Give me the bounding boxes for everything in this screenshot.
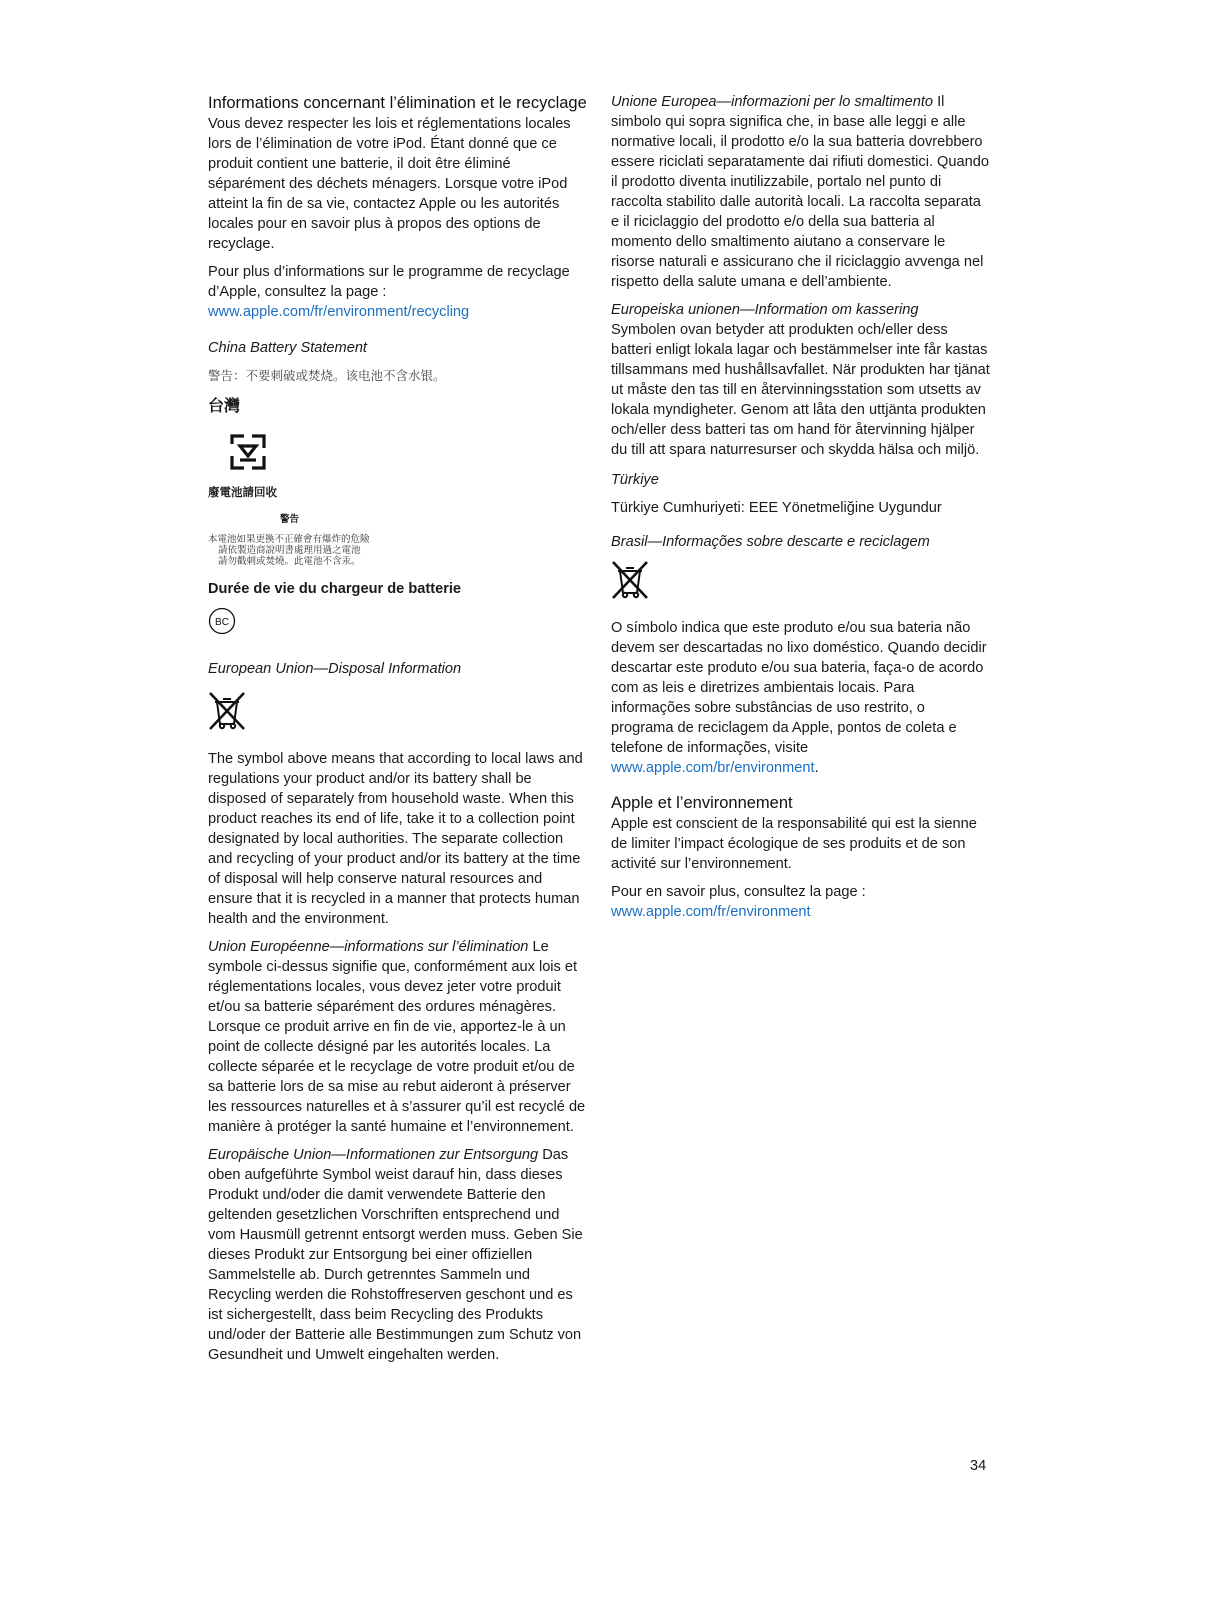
right-column [611, 92, 991, 930]
china-battery-title: China Battery Statement [208, 340, 367, 356]
left-column [208, 92, 588, 1373]
eu-disposal-text: The symbol above means that according to local laws and regulations your product and/or its battery shall be disposed of separately from household waste. When this product reaches its end of life, take it to a collection point designated by local authorities. The separate collection and recycling of your product and/or its battery at the time of disposal will help conserve natural resources and ensure that it is recycled in a manner that protects human health and the environment. [208, 751, 583, 927]
environment-more-text: Pour en savoir plus, consultez la page : [611, 884, 866, 900]
br-text: O símbolo indica que este produto e/ou sua bateria não devem ser descartadas no lixo doméstico. Quando decidir descartar este produto e/ou sua bateria, faça-o de acordo com as leis e diretrizes ambientais locais. Para informações sobre substâncias de uso restrito, o programa de reciclagem da Apple, pontos de coleta e telefone de informações, visite [611, 620, 987, 756]
de-disposal-paragraph [208, 1145, 588, 1365]
environment-text: Apple est conscient de la responsabilité qui est la sienne de limiter l’impact écologique de ses produits et de son activité sur l’environnement. [611, 816, 977, 872]
taiwan-title: 台灣 [208, 396, 241, 415]
tr-text: Türkiye Cumhuriyeti: EEE Yönetmeliğine Uygundur [611, 500, 942, 516]
fr-disposal-title: Union Européenne—informations sur l’élimination [208, 939, 529, 955]
fr-disposal-text: Le symbole ci-dessus signifie que, conformément aux lois et réglementations locales, vous devez jeter votre produit et/ou sa batterie séparément des ordures ménagères. Lorsque ce produit arrive en fin de vie, apportez-le à un point de collecte désigné par les autorités locales. La collecte séparée et le recyclage de votre produit et/ou de sa batterie lors de sa mise au rebut aideront à préserver les ressources naturelles et à s’assurer qu’il est recyclé de manière à protéger la santé humaine et l’environnement. [208, 939, 586, 1135]
it-disposal-paragraph [611, 92, 991, 292]
recycling-heading: Informations concernant l’élimination et le recyclage [208, 94, 587, 112]
recycling-more-info [208, 262, 588, 322]
china-battery-text: 警告：不要刺破或焚烧。该电池不含水银。 [208, 368, 446, 383]
environment-link[interactable]: www.apple.com/fr/environment [611, 904, 811, 920]
taiwan-battery-label: 廢電池請回收 [208, 485, 277, 499]
br-title: Brasil—Informações sobre descarte e reciclagem [611, 534, 930, 550]
warning-line: 請勿戳刺或焚燒。此電池不含汞。 [218, 556, 361, 567]
bc-label: BC [215, 617, 229, 628]
de-disposal-text: Das oben aufgeführte Symbol weist darauf hin, dass dieses Produkt und/oder die damit verwendete Batterie den geltenden gesetzlichen Vorschriften entsprechend und vom Hausmüll getrennt entsorgt werden muss. Geben Sie dieses Produkt zur Entsorgung bei einer offiziellen Sammelstelle ab. Durch getrenntes Sammeln und Recycling werden die Rohstoffreserven geschont und es ist sichergestellt, dass beim Recycling des Produkts und/oder der Batterie alle Bestimmungen zum Schutz von Gesundheit und Umwelt eingehalten werden. [208, 1147, 583, 1363]
br-link[interactable]: www.apple.com/br/environment [611, 760, 815, 776]
warning-title: 警告 [280, 514, 300, 525]
recycling-paragraph: Vous devez respecter les lois et réglementations locales lors de l’élimination de votre iPod. Étant donné que ce produit contient une batterie, il doit être éliminé séparément des déchets ménagers. Lorsque votre iPod atteint la fin de sa vie, contactez Apple ou les autorités locales pour en savoir plus à propos des options de recyclage. [208, 116, 571, 252]
eu-disposal-title: European Union—Disposal Information [208, 661, 462, 677]
tr-title: Türkiye [611, 472, 659, 488]
warning-line: 本電池如果更換不正確會有爆炸的危險 [208, 534, 370, 545]
br-period: . [814, 760, 819, 776]
weee-crossed-bin-icon [208, 691, 246, 731]
page-number: 34 [970, 1458, 987, 1474]
taiwan-battery-recycle-icon [228, 432, 268, 472]
charger-title: Durée de vie du chargeur de batterie [208, 581, 462, 597]
environment-heading: Apple et l’environnement [611, 794, 793, 812]
recycling-link[interactable]: www.apple.com/fr/environment/recycling [208, 304, 470, 320]
sv-disposal-title: Europeiska unionen—Information om kassering [611, 302, 919, 318]
warning-line: 請依製造商說明書處理用過之電池 [218, 545, 361, 556]
sv-disposal-text: Symbolen ovan betyder att produkten och/eller dess batteri enligt lokala lagar och bestämmelser inte får kastas tillsammans med hushållsavfallet. När produkten har tjänat ut måste den tas till en återvinningsstation som utsetts av lokala myndigheter. Genom att låta den uttjänta produkten och/eller dess batteri tas om hand för återvinning hjälper du till att spara naturresurser och skydda hälsa och miljö. [611, 322, 990, 458]
bc-badge-icon [208, 607, 236, 635]
it-disposal-text: Il simbolo qui sopra significa che, in base alle leggi e alle normative locali, il prodotto e/o la sua batteria dovrebbero essere riciclati separatamente dai rifiuti domestici. Quando il prodotto diventa inutilizzabile, portalo nel punto di raccolta stabilito dalle autorità locali. La raccolta separata e il riciclaggio del prodotto e/o della sua batteria al momento dello smaltimento aiutano a conservare le risorse naturali e assicurano che il riciclaggio avvenga nel rispetto della salute umana e dell’ambiente. [611, 94, 989, 290]
it-disposal-title: Unione Europea—informazioni per lo smaltimento [611, 94, 934, 110]
br-paragraph [611, 618, 991, 778]
recycling-more-text: Pour plus d’informations sur le programme de recyclage d’Apple, consultez la page : [208, 264, 570, 300]
weee-crossed-bin-icon [611, 560, 649, 600]
warning-text [208, 534, 588, 567]
de-disposal-title: Europäische Union—Informationen zur Entsorgung [208, 1147, 539, 1163]
environment-more-info [611, 882, 991, 922]
fr-disposal-paragraph [208, 937, 588, 1137]
